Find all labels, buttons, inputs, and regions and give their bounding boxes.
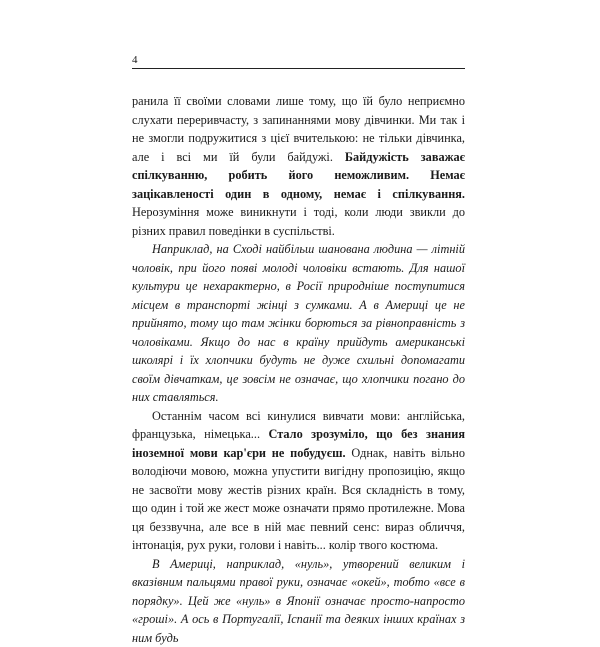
paragraph-2-example [132, 240, 465, 407]
text-run: В Америці, наприклад, «нуль», утворений великим і вказівним пальцями правої руки, означає «окей», тобто «все в порядку». Цей же «нуль» в Японії означає просто-напросто «гроші». А ось в Португалії, Іспанії та деяких інших країнах з ним будь [132, 557, 465, 645]
text-run: Однак, навіть вільно володіючи мовою, можна упустити вигідну пропозицію, якщо не засвоїти мову жестів різних країн. Вся складність в тому, що один і той же жест може означати прямо протилежне. Мова ця беззвучна, але все в ній має певний сенс: вираз обличчя, інтонація, рух руки, голови і навіть... колір твого костюма. [132, 446, 465, 553]
bold-text-run: Байдужість заважає спілкуванню, робить його неможливим. Немає зацікавленості один в одному, немає і спілкування. [132, 150, 465, 201]
paragraph-4-example [132, 555, 465, 647]
page-number: 4 [132, 54, 138, 66]
text-run: ранила її своїми словами лише тому, що їй було неприємно слухати переривчасту, з запинаннями мову дівчинки. Ми так і не змогли подружитися з цієї вчителькою: не тільки дівчинка, але і всі ми їй були байдужі. [132, 94, 465, 164]
paragraph-1 [132, 92, 465, 240]
paragraph-3 [132, 407, 465, 555]
bold-text-run: Стало зрозуміло, що без знания іноземної мови кар'єри не побудуєш. [132, 427, 465, 460]
header-rule [132, 68, 465, 69]
text-run: Останнім часом всі кинулися вивчати мови: англійська, французька, німецька... [132, 409, 465, 442]
text-run: Наприклад, на Сході найбільш шанована людина — літній чоловік, при його появі молоді чоловіки встають. Для нашої культури це нехарактерно, в Росії природніше поступитися місцем в транспорті жінці з сумками. А в Америці це не прийнято, тому що там жінки борються за рівноправність з чоловіками. Якщо до нас в країну прийдуть американські школярі і їх хлопчики будуть не дуже схильні допомагати своїм дівчаткам, це зовсім не означає, що хлопчики погано до них ставляться. [132, 242, 465, 404]
text-run: Нерозуміння може виникнути і тоді, коли люди звикли до різних правил поведінки в суспільстві. [132, 205, 465, 238]
body-text [132, 92, 465, 647]
